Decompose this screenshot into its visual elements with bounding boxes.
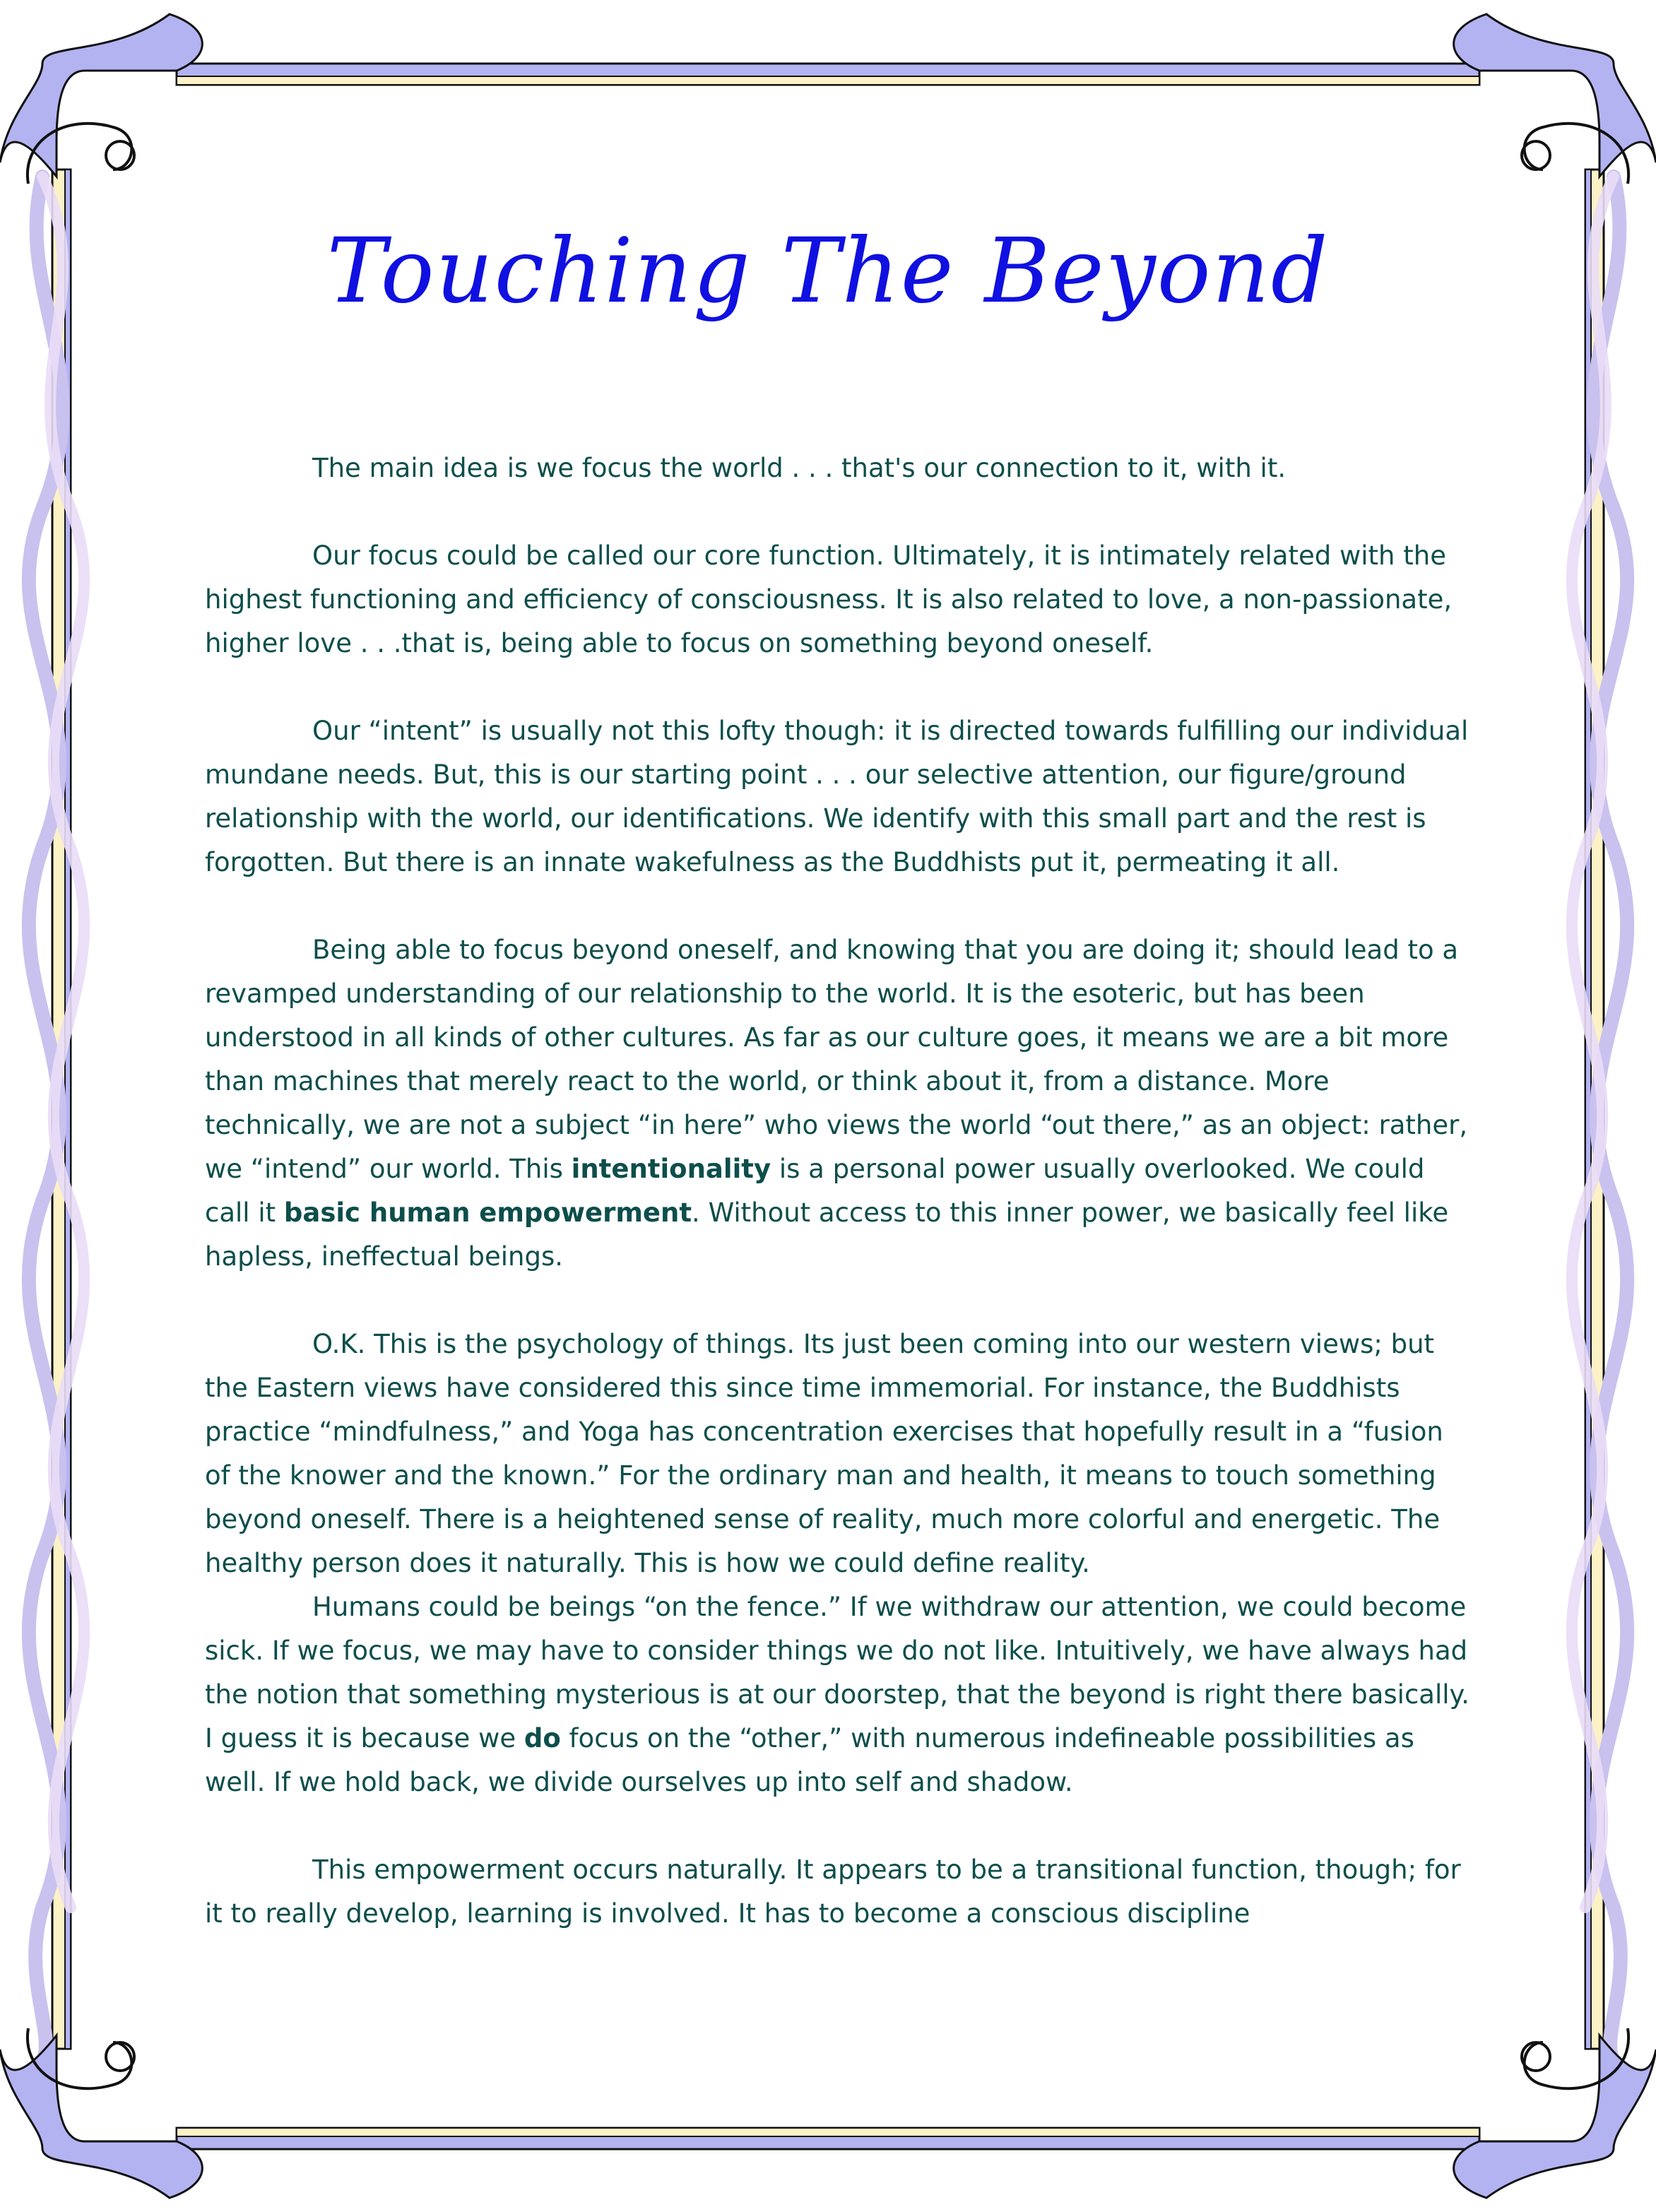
border-top-cream: [177, 76, 1479, 85]
corner-ornament-top-left: [0, 14, 202, 184]
paragraph-4-text: Being able to focus beyond oneself, and knowing that you are doing it; should lead to a revamped understanding of our relationship to the world. It is the esoteric, but has been understood in all kinds of other cultures. As far as our culture goes, it means we are a bit more than machines that merely react to the world, or think about it, from a distance. More technically, we are not a subject “in here” who views the world “out there,” as an object: rather, we “intend” our world. This: [205, 935, 1468, 1184]
corner-ornament-top-right: [1454, 14, 1656, 184]
bold-term-do: do: [524, 1723, 561, 1753]
corner-ornament-bottom-right: [1454, 2028, 1656, 2198]
paragraph-4: [205, 928, 1469, 1279]
document-body: [205, 446, 1469, 1936]
paragraph-4-text: is a personal power usually overlooked. We could call it: [205, 1154, 1425, 1228]
page-title: Touching The Beyond: [326, 219, 1330, 323]
bold-term-empowerment: basic human empowerment: [283, 1197, 692, 1228]
paragraph-5: O.K. This is the psychology of things. Its just been coming into our western views; but the Eastern views have considered this since time immemorial. For instance, the Buddhists practice “mindfulness,” and Yoga has concentration exercises that hopefully result in a “fusion of the knower and the known.” For the ordinary man and health, it means to touch something beyond oneself. There is a heightened sense of reality, much more colorful and energetic. The healthy person does it naturally. This is how we could define reality.: [205, 1329, 1443, 1578]
paragraph-4-text: . Without access to this inner power, we basically feel like hapless, ineffectual beings.: [205, 1197, 1449, 1272]
paragraph-6-text: focus on the “other,” with numerous indefineable possibilities as well. If we hold back, we divide ourselves up into self and shadow.: [205, 1723, 1414, 1797]
paragraph-7: This empowerment occurs naturally. It appears to be a transitional function, though; for it to really develop, learning is involved. It has to become a conscious discipline: [205, 1855, 1461, 1929]
paragraph-6: [205, 1585, 1469, 1804]
paragraph-2: Our focus could be called our core function. Ultimately, it is intimately related with the highest functioning and efficiency of consciousness. It is also related to love, a non-passionate, higher love . . .that is, being able to focus on something beyond oneself.: [205, 540, 1453, 658]
border-bottom-cream: [177, 2128, 1479, 2136]
paragraph-6-text: Humans could be beings “on the fence.” If we withdraw our attention, we could become sick. If we focus, we may have to consider things we do not like. Intuitively, we have always had the notion that something mysterious is at our doorstep, that the beyond is right there basically. I guess it is because we: [205, 1592, 1469, 1753]
corner-ornament-bottom-left: [0, 2028, 202, 2198]
paragraph-3: Our “intent” is usually not this lofty though: it is directed towards fulfilling our individual mundane needs. But, this is our starting point . . . our selective attention, our figure/ground relationship with the world, our identifications. We identify with this small part and the rest is forgotten. But there is an innate wakefulness as the Buddhists put it, permeating it all.: [205, 716, 1469, 877]
bold-term-intentionality: intentionality: [571, 1154, 771, 1184]
paragraph-1: The main idea is we focus the world . . . that's our connection to it, with it.: [312, 453, 1287, 483]
